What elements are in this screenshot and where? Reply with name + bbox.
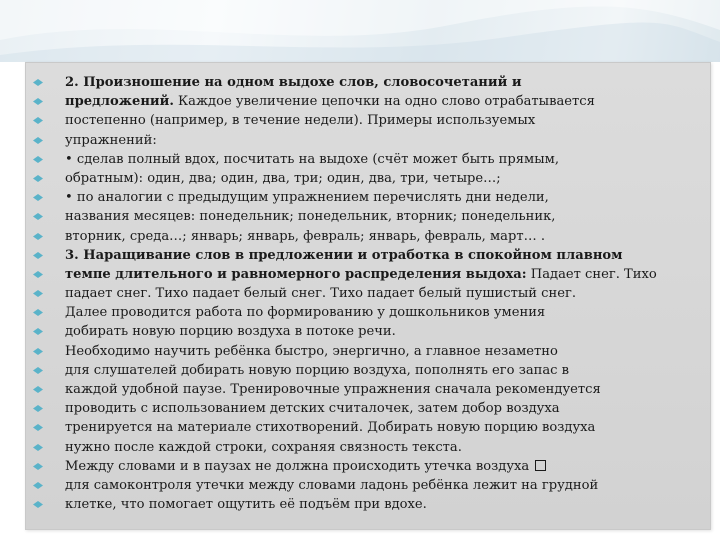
slide-header-band (0, 0, 720, 62)
bullet-list (32, 73, 692, 514)
line-text: клетке, что помогает ощутить её подъём при вдохе. (65, 497, 427, 513)
teal-diamond-icon (32, 232, 44, 241)
teal-diamond-icon (32, 212, 44, 221)
list-item (32, 188, 692, 207)
teal-diamond-icon (32, 404, 44, 413)
line-text: падает снег. Тихо падает белый снег. Тихо падает белый пушистый снег. (65, 286, 577, 302)
bold-text: 2. Произношение на одном выдохе слов, словосочетаний и (65, 75, 522, 90)
line-text: проводить с использованием детских считалочек, затем добор воздуха (65, 401, 560, 417)
line-text: для слушателей добирать новую порцию воздуха, пополнять его запас в (65, 362, 570, 378)
list-item (32, 284, 692, 303)
line-text: нужно после каждой строки, сохраняя связность текста. (65, 439, 462, 455)
list-item (32, 169, 692, 188)
list-item (32, 399, 692, 418)
line-text: тренируется на материале стихотворений. Добирать новую порцию воздуха (65, 420, 596, 436)
line-text: • сделав полный вдох, посчитать на выдохе (счёт может быть прямым, (65, 151, 560, 167)
teal-diamond-icon (32, 251, 44, 260)
line-text: названия месяцев: понедельник; понедельник, вторник; понедельник, (65, 209, 556, 225)
teal-diamond-icon (32, 97, 44, 106)
list-item (32, 131, 692, 150)
bold-text: 3. Наращивание слов в предложении и отработка в спокойном плавном (65, 247, 623, 263)
teal-diamond-icon (32, 385, 44, 394)
list-item (32, 227, 692, 246)
line-text: Далее проводится работа по формированию у дошкольников умения (65, 305, 546, 321)
teal-diamond-icon (32, 116, 44, 125)
list-item (32, 265, 692, 284)
teal-diamond-icon (32, 500, 44, 509)
bold-text: темпе длительного и равномерного распределения выдоха: (65, 266, 527, 282)
line-text: вторник, среда…; январь; январь, февраль; январь, февраль, март… . (65, 228, 546, 244)
list-item (32, 380, 692, 399)
decorative-wave (0, 0, 720, 62)
teal-diamond-icon (32, 347, 44, 356)
line-text: Необходимо научить ребёнка быстро, энергично, а главное незаметно (65, 343, 558, 359)
line-text: упражнений: (65, 132, 157, 148)
line-text: постепенно (например, в течение недели). Примеры используемых (65, 113, 536, 129)
list-item (32, 322, 692, 341)
teal-diamond-icon (32, 136, 44, 145)
list-item (32, 495, 692, 514)
teal-diamond-icon (32, 308, 44, 317)
teal-diamond-icon (32, 289, 44, 298)
line-text: Каждое увеличение цепочки на одно слово отрабатывается (173, 94, 595, 110)
list-item (32, 92, 692, 111)
teal-diamond-icon (32, 174, 44, 183)
list-item (32, 476, 692, 495)
empty-square-icon (535, 460, 546, 471)
list-item (32, 246, 692, 265)
teal-diamond-icon (32, 462, 44, 471)
list-item (32, 361, 692, 380)
list-item (32, 73, 692, 92)
line-text: • по аналогии с предыдущим упражнением перечислять дни недели, (65, 190, 549, 206)
line-text: обратным): один, два; один, два, три; один, два, три, четыре…; (65, 170, 501, 186)
list-item (32, 150, 692, 169)
list-item (32, 207, 692, 226)
list-item (32, 418, 692, 437)
list-item (32, 457, 692, 476)
teal-diamond-icon (32, 78, 44, 87)
line-text: Падает снег. Тихо (526, 266, 657, 282)
line-text: для самоконтроля утечки между словами ладонь ребёнка лежит на грудной (65, 477, 599, 493)
line-text: каждой удобной паузе. Тренировочные упражнения сначала рекомендуется (65, 382, 601, 397)
teal-diamond-icon (32, 155, 44, 164)
line-text: добирать новую порцию воздуха в потоке речи. (65, 324, 396, 340)
teal-diamond-icon (32, 481, 44, 490)
list-item (32, 342, 692, 361)
line-text: Между словами и в паузах не должна происходить утечка воздуха (65, 458, 530, 474)
teal-diamond-icon (32, 193, 44, 202)
bold-text: предложений. (65, 94, 174, 110)
teal-diamond-icon (32, 366, 44, 375)
list-item (32, 303, 692, 322)
teal-diamond-icon (32, 423, 44, 432)
teal-diamond-icon (32, 270, 44, 279)
list-item (32, 438, 692, 457)
teal-diamond-icon (32, 443, 44, 452)
list-item (32, 111, 692, 130)
teal-diamond-icon (32, 327, 44, 336)
